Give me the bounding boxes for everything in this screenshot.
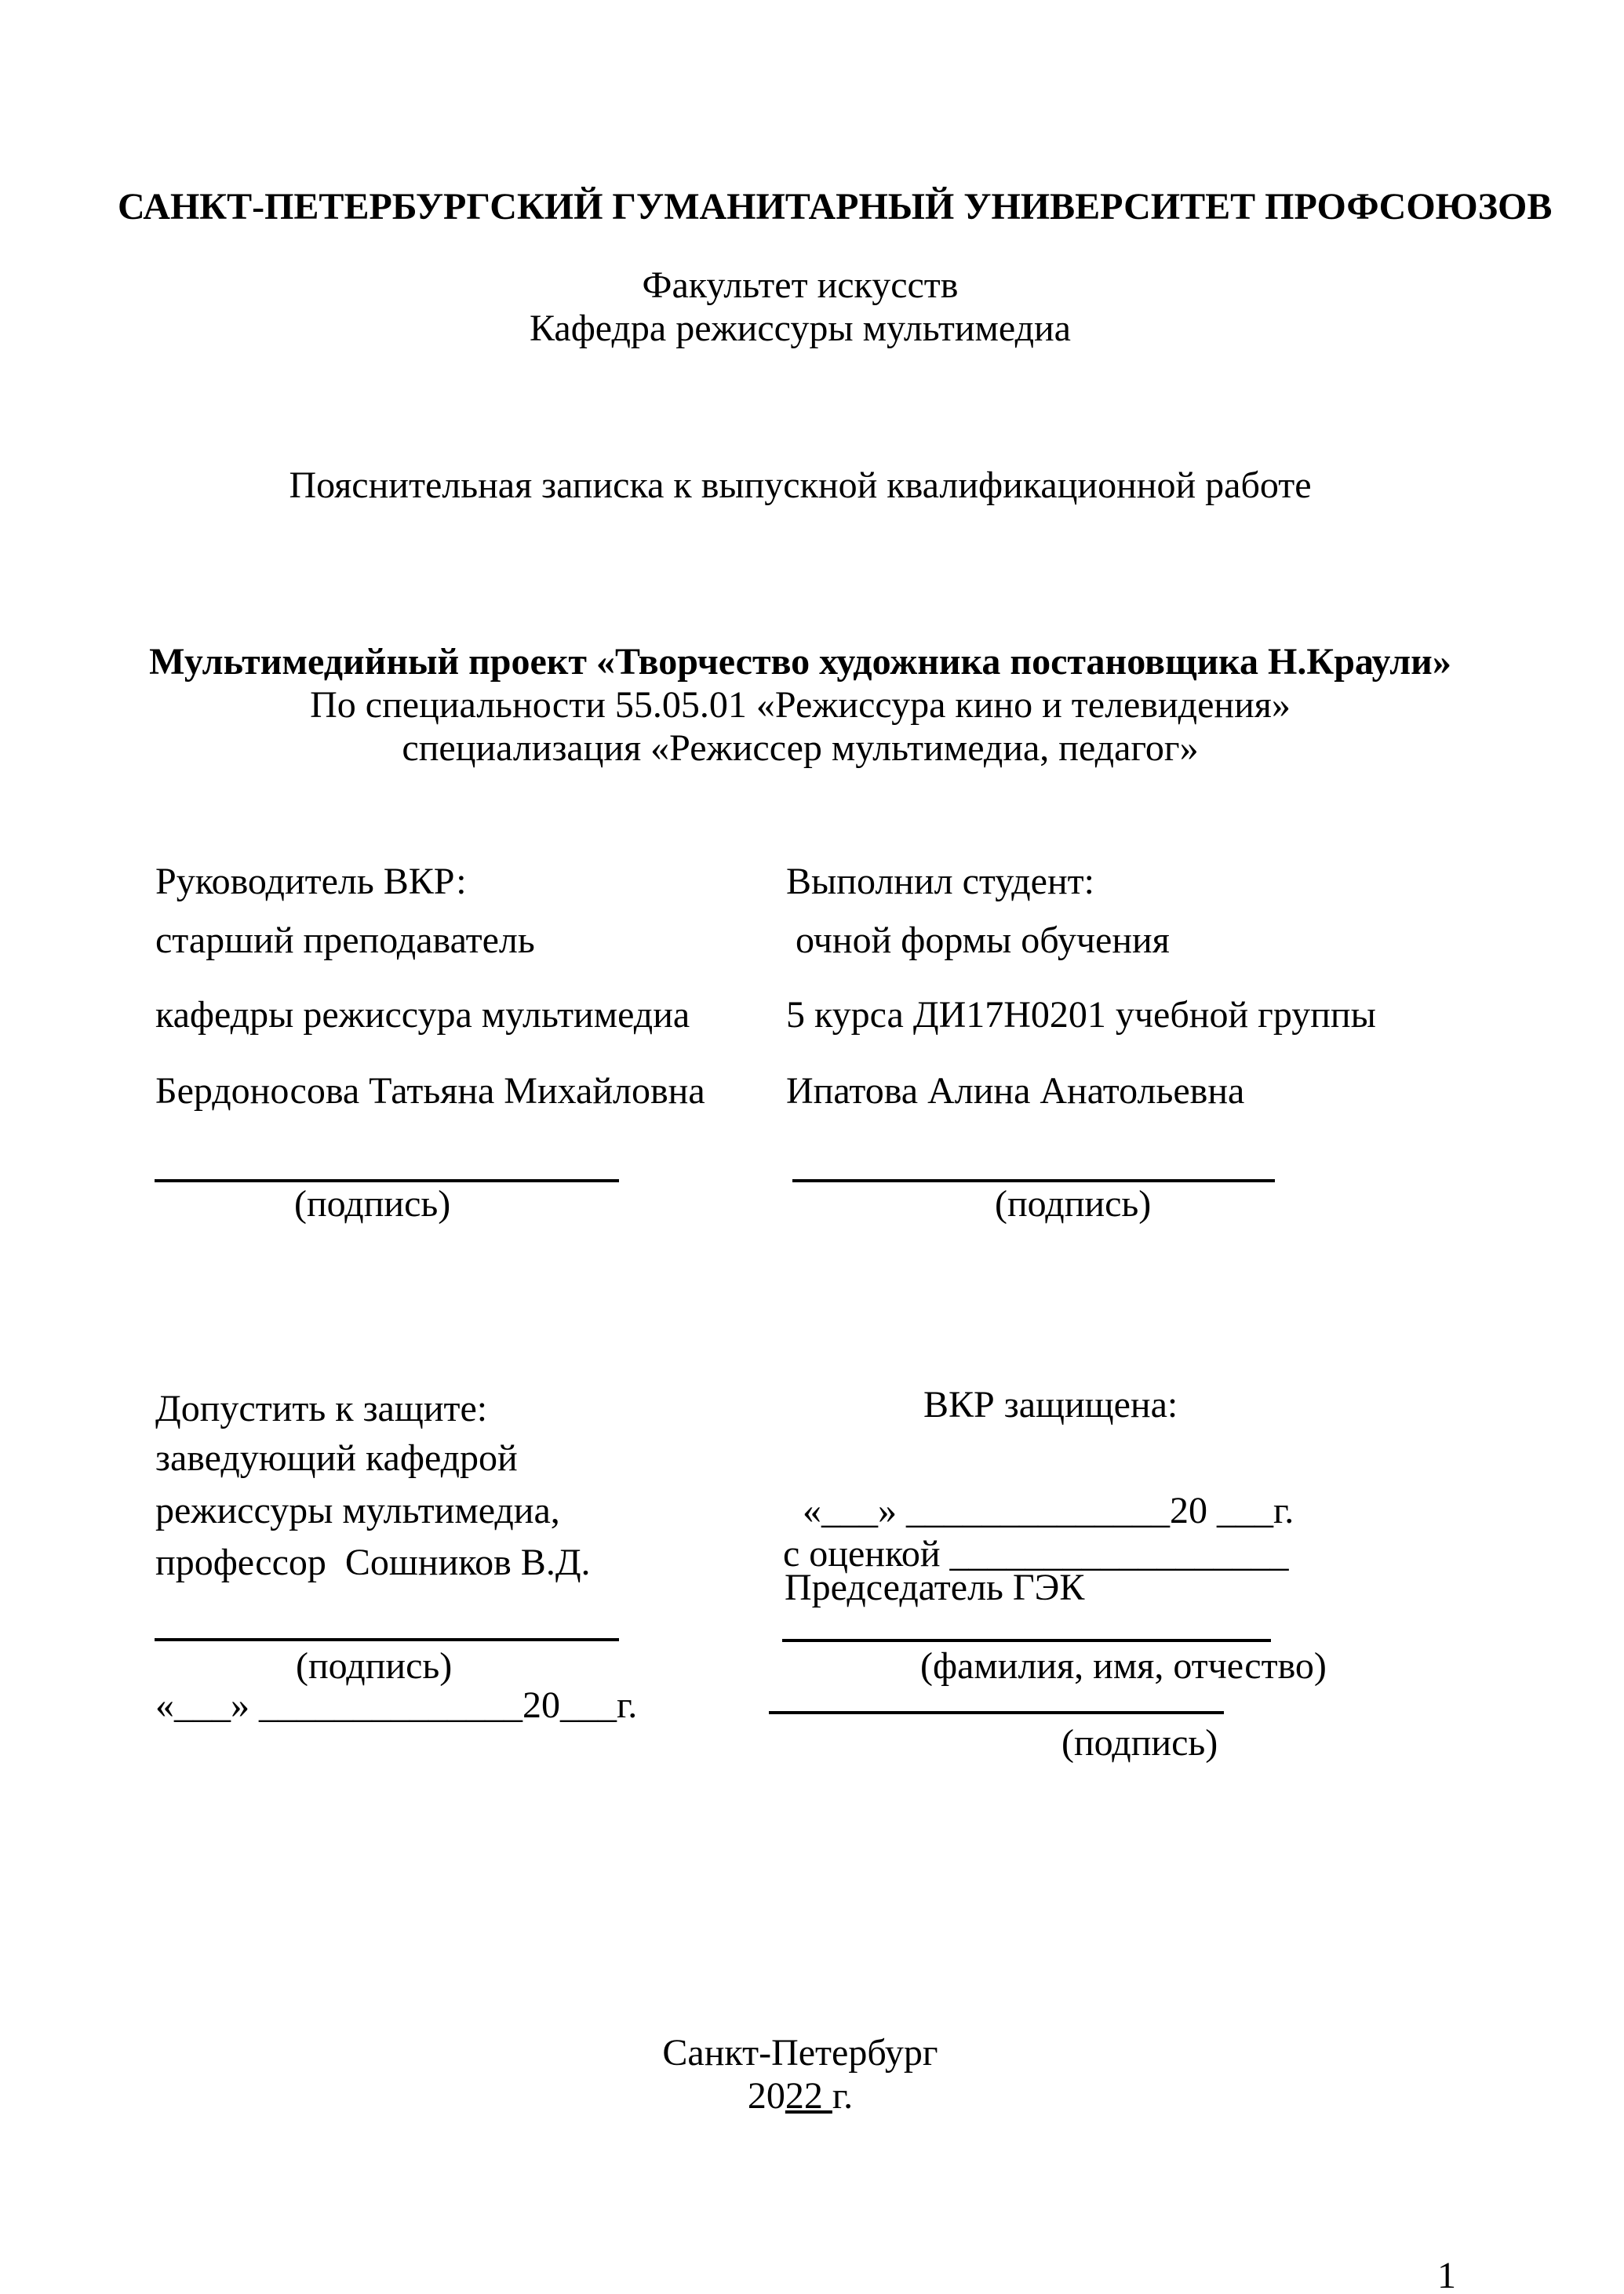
defense-date-line: «___» ______________20 ___г. [803,1490,1294,1531]
year-suffix: г. [832,2075,854,2117]
year-line [118,2074,1483,2117]
admission-signature-caption: (подпись) [296,1645,453,1687]
supervisor-label: Руководитель ВКР: [155,861,467,902]
student-label: Выполнил студент: [786,861,1094,902]
supervisor-position-line-1: старший преподаватель [155,919,535,961]
defense-signature-caption: (подпись) [1061,1722,1218,1764]
defense-grade-line: с оценкой __________________ [783,1533,1289,1575]
admission-signature-line [155,1638,619,1641]
defense-heading: ВКР защищена: [923,1384,1178,1426]
page-number: 1 [1437,2255,1456,2294]
year-underlined: 22 [785,2075,832,2117]
document-type: Пояснительная записка к выпускной квалификационной работе [289,464,1312,506]
defense-name-caption: (фамилия, имя, отчество) [920,1645,1327,1687]
specialty-line: По специальности 55.05.01 «Режиссура кино и телевидения» [310,684,1291,726]
defense-chairman-line: Председатель ГЭК [785,1567,1085,1608]
student-signature-caption: (подпись) [995,1183,1152,1225]
year-prefix: 20 [747,2075,785,2117]
defense-signature-line [769,1711,1224,1714]
supervisor-name: Бердоносова Татьяна Михайловна [155,1070,705,1112]
admission-line-2: заведующий кафедрой [155,1437,518,1479]
admission-date-line: «___» ______________20___г. [155,1684,638,1726]
admission-heading: Допустить к защите: [155,1388,488,1429]
university-title: САНКТ-ПЕТЕРБУРГСКИЙ ГУМАНИТАРНЫЙ УНИВЕРСИТЕТ ПРОФСОЮЗОВ [118,186,1553,228]
department-name: Кафедра режиссуры мультимедиа [530,308,1071,349]
admission-line-4: профессор Сошников В.Д. [155,1542,591,1583]
supervisor-signature-caption: (подпись) [294,1183,451,1225]
city-name: Санкт-Петербург [662,2032,938,2074]
project-title: Мультимедийный проект «Творчество художника постановщика Н.Краули» [149,641,1451,683]
student-name: Ипатова Алина Анатольевна [786,1070,1245,1112]
student-info-line-2: 5 курса ДИ17Н0201 учебной группы [786,994,1376,1036]
admission-line-3: режиссуры мультимедиа, [155,1490,560,1531]
faculty-name: Факультет искусств [642,264,959,306]
defense-name-line [782,1639,1271,1642]
supervisor-position-line-2: кафедры режиссура мультимедиа [155,994,690,1036]
specialization-line: специализация «Режиссер мультимедиа, педагог» [402,727,1199,769]
student-info-line-1: очной формы обучения [786,919,1170,961]
